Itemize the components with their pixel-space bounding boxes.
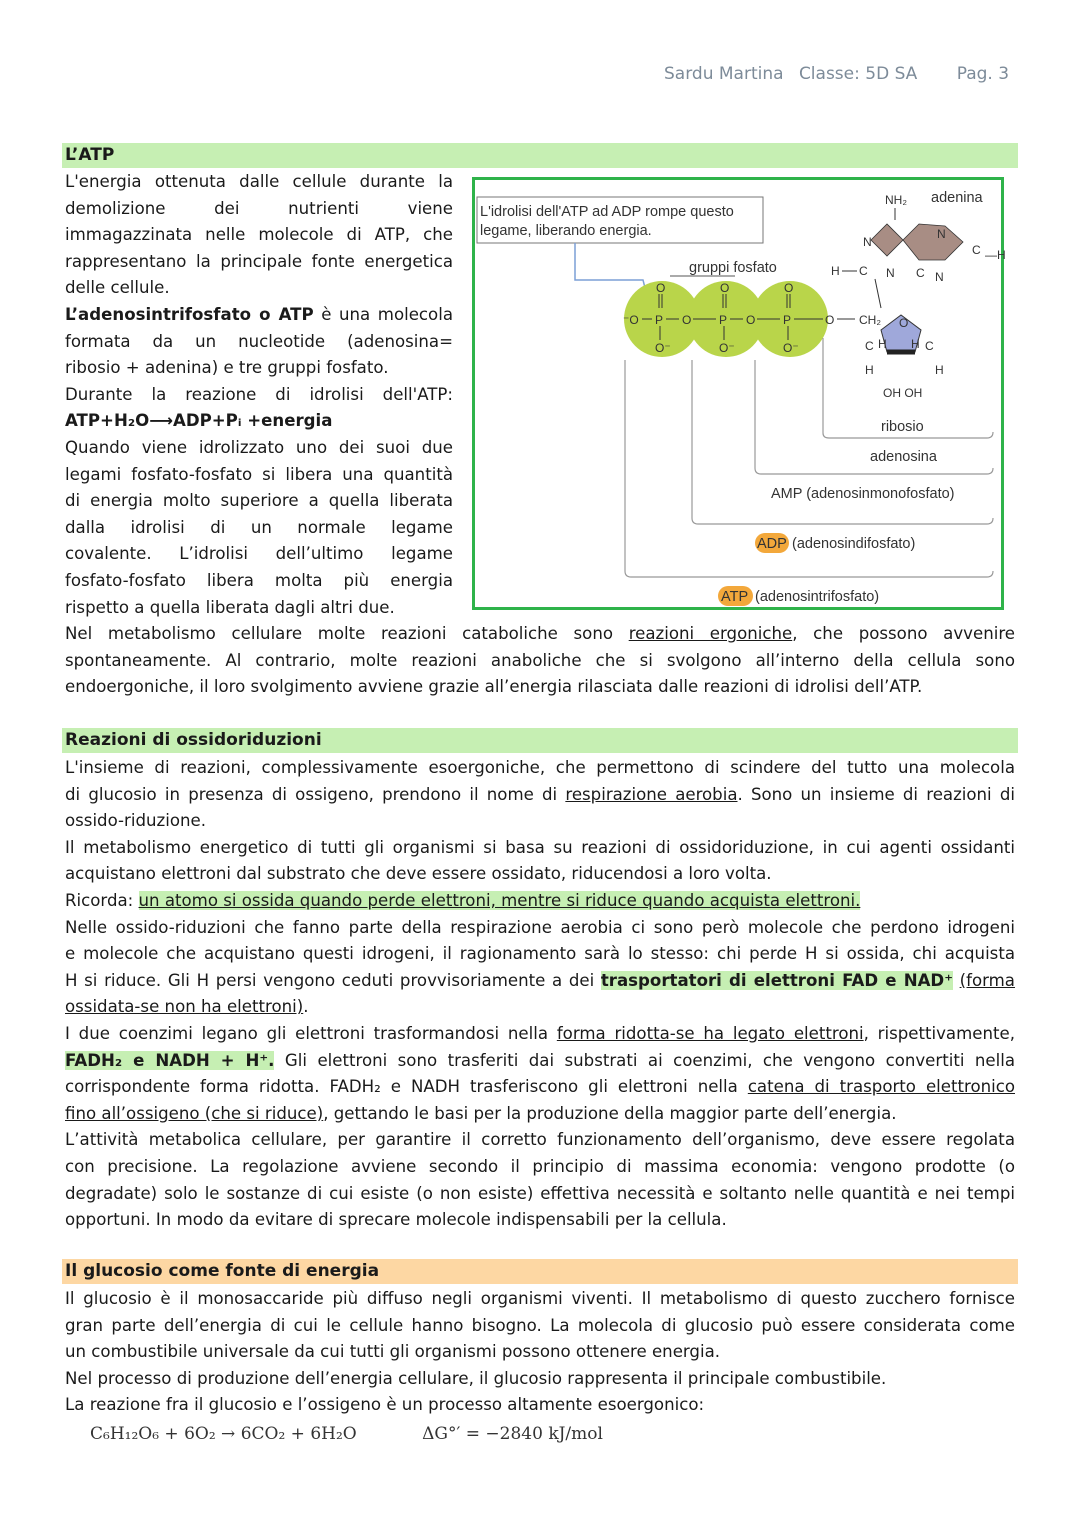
- svg-text:O: O: [899, 316, 909, 330]
- text-line: [65, 1021, 1015, 1048]
- text-line: Il metabolismo energetico di tutti gli organismi si basa su reazioni di ossidoriduzione, in cui agenti ossidanti: [65, 837, 1015, 857]
- svg-text:C: C: [865, 339, 874, 353]
- svg-text:N: N: [863, 235, 872, 249]
- svg-text:O⁻: O⁻: [783, 341, 799, 355]
- text-line: di energia molto superiore a quella liberata: [65, 491, 453, 511]
- text-run: .: [303, 997, 309, 1017]
- atp-tag: ATP: [721, 589, 749, 605]
- text-line: Quando viene idrolizzato uno dei suoi due: [65, 437, 453, 457]
- free-energy-value: ΔG°′ = −2840 kJ/mol: [422, 1424, 603, 1444]
- text-line: spontaneamente. Al contrario, molte reazioni anaboliche che si svolgono all’interno della cellula sono: [65, 650, 1015, 670]
- atp-label: (adenosintrifosfato): [755, 589, 880, 605]
- adp-label: (adenosindifosfato): [792, 536, 916, 552]
- svg-text:O: O: [784, 281, 794, 295]
- atp-structure-figure: [472, 177, 1004, 610]
- svg-text:O: O: [746, 313, 756, 327]
- text-line: L'insieme di reazioni, complessivamente esoergoniche, che permettono di scindere del tutto una molecola: [65, 758, 1015, 777]
- text-run: , gettando le basi per la produzione della maggior parte dell’energia.: [323, 1103, 897, 1123]
- svg-text:H: H: [878, 337, 887, 351]
- text-line: covalente. L’idrolisi dell’ultimo legame: [65, 544, 453, 564]
- text-line: opportuni. In modo da evitare di sprecare molecole indispensabili per la cellula.: [65, 1210, 727, 1230]
- callout-text-2: legame, liberando energia.: [480, 223, 652, 239]
- ergonic-term: reazioni ergoniche: [628, 624, 793, 643]
- definition-term: L’adenosintrifosfato o ATP: [65, 304, 314, 324]
- class-label: Classe: 5D SA: [798, 64, 918, 84]
- text-line: Nel processo di produzione dell’energia cellulare, il glucosio rappresenta il principale combustibile.: [65, 1368, 887, 1388]
- amp-label: AMP (adenosinmonofosfato): [771, 486, 955, 502]
- text-line: [65, 621, 1015, 648]
- text-line: legami fosfato-fosfato si libera una quantità: [65, 464, 453, 484]
- redox-body: [65, 755, 1015, 1234]
- oxidized-form-term-cont: ossidata-se non ha elettroni): [65, 997, 304, 1017]
- text-line: [65, 1074, 1015, 1101]
- atp-closing-paragraph: [65, 621, 1015, 701]
- svg-text:H: H: [911, 337, 920, 351]
- svg-text:O: O: [825, 313, 835, 327]
- text-line: La reazione fra il glucosio e l’ossigeno è un processo altamente esoergonico:: [65, 1395, 705, 1415]
- phosphates-label: gruppi fosfato: [689, 260, 777, 276]
- text-line: e molecole che acquistano questi idrogeni, il ragionamento sarà lo stesso: chi perde H si ossida, chi acquista: [65, 944, 1015, 964]
- atp-intro: [65, 169, 453, 621]
- coenzymes-highlight: FADH₂ e NADH + H⁺.: [65, 1050, 275, 1070]
- text-line: delle cellule.: [65, 278, 170, 298]
- text-line: L’attività metabolica cellulare, per garantire il corretto funzionamento dell’organismo, deve essere regolata: [65, 1130, 1015, 1150]
- text-line: Il glucosio è il monosaccaride più diffuso negli organismi viventi. Il metabolismo di questo zucchero fornisce: [65, 1289, 1015, 1308]
- adenosine-label: adenosina: [870, 449, 937, 465]
- text-line: ossido-riduzione.: [65, 811, 206, 831]
- text-line: L'energia ottenuta dalle cellule durante la: [65, 172, 453, 191]
- section-title-atp: L’ATP: [62, 143, 1018, 168]
- text-run: Gli elettroni sono trasferiti dai substrati ai coenzimi, che vengono convertiti nella: [274, 1050, 1015, 1070]
- oxidized-form-term: (forma: [959, 970, 1015, 990]
- svg-text:O⁻: O⁻: [719, 341, 735, 355]
- svg-text:C: C: [916, 266, 925, 280]
- text-line: ribosio + adenina) e tre gruppi fosfato.: [65, 358, 389, 378]
- text-line: dalla idrolisi di un normale legame: [65, 517, 453, 537]
- page-number: Pag. 3: [956, 64, 1010, 84]
- page-header: [664, 64, 1009, 84]
- adenine-ring: [903, 224, 963, 260]
- text-run: corrispondente forma ridotta. FADH₂ e NADH trasferiscono gli elettroni nella: [65, 1077, 748, 1097]
- reaction-equation: C₆H₁₂O₆ + 6O₂ → 6CO₂ + 6H₂O: [90, 1424, 357, 1444]
- svg-text:C: C: [859, 264, 868, 278]
- section-title-glucose: Il glucosio come fonte di energia: [62, 1259, 1018, 1284]
- text-line: immagazzinata nelle molecole di ATP, che: [65, 225, 453, 245]
- text-run: Nel metabolismo cellulare molte reazioni cataboliche sono: [65, 624, 629, 643]
- text-line: rappresentano la principale fonte energetica: [65, 251, 453, 271]
- svg-text:N: N: [886, 266, 895, 280]
- nh2-label: NH₂: [885, 193, 907, 207]
- text-run: H si riduce. Gli H persi vengono ceduti provvisoriamente a dei: [65, 970, 601, 990]
- text-line: [65, 1048, 1015, 1075]
- text-line: [65, 994, 1015, 1021]
- text-line: endoergoniche, il loro svolgimento avviene grazie all’energia rilasciata dalle reazioni di idrolisi dell’ATP.: [65, 677, 923, 697]
- text-line: con precisione. La regolazione avviene secondo il principio di massima economia: vengono prodotte (o: [65, 1156, 1015, 1176]
- text-line: [65, 1101, 1015, 1128]
- svg-text:P: P: [719, 313, 728, 327]
- svg-text:O: O: [682, 313, 692, 327]
- text-run: I due coenzimi legano gli elettroni trasformandosi nella: [65, 1023, 557, 1043]
- text-run: . Sono un insieme di reazioni di: [737, 784, 1016, 804]
- glucose-body: [65, 1286, 1015, 1419]
- svg-text:O: O: [656, 281, 666, 295]
- text-line: degradate) solo le sostanze di cui esiste (o non esiste) effettiva necessità e soltanto nelle quantità e nei tempi: [65, 1183, 1015, 1203]
- svg-text:O: O: [720, 281, 730, 295]
- ribose-oh-groups: OH OH: [883, 386, 923, 400]
- text-line: [65, 782, 1015, 809]
- definition-rest: è una molecola: [313, 304, 453, 324]
- author-name: Sardu Martina: [664, 64, 784, 84]
- text-line: acquistano elettroni dal substrato che deve essere ossidato, riducendosi a loro volta.: [65, 864, 772, 884]
- svg-text:H: H: [935, 363, 944, 377]
- adenine-label: adenina: [931, 190, 983, 206]
- svg-text:H: H: [831, 264, 840, 278]
- text-line: fosfato-fosfato libera molta più energia: [65, 570, 453, 590]
- text-line: gran parte dell’energia di cui le cellule hanno bisogno. La molecola di glucosio può essere considerata come: [65, 1315, 1015, 1335]
- transport-chain-term: catena di trasporto elettronico: [747, 1077, 1015, 1097]
- svg-text:N: N: [937, 227, 946, 241]
- text-run: di glucosio in presenza di ossigeno, prendono il nome di: [65, 784, 566, 804]
- text-run: , rispettivamente,: [863, 1023, 1015, 1043]
- aerobic-respiration-term: respirazione aerobia: [565, 784, 738, 804]
- svg-text:P: P: [655, 313, 664, 327]
- svg-text:C: C: [972, 243, 981, 257]
- text-run: Ricorda:: [65, 890, 139, 910]
- text-line: Durante la reazione di idrolisi dell'ATP:: [65, 384, 453, 404]
- text-run: , che possono avvenire: [792, 624, 1015, 643]
- text-line: demolizione dei nutrienti viene: [65, 198, 453, 218]
- text-line: [65, 888, 1015, 915]
- svg-text:⁻O: ⁻O: [623, 313, 639, 327]
- text-line: rispetto a quella liberata dagli altri due.: [65, 597, 395, 617]
- text-line: Nelle ossido-riduzioni che fanno parte della respirazione aerobia ci sono però molecole che perdono idrogeni: [65, 917, 1015, 937]
- svg-text:H: H: [865, 363, 874, 377]
- carriers-highlight: trasportatori di elettroni FAD e NAD⁺: [600, 970, 953, 990]
- text-line: formata da un nucleotide (adenosina=: [65, 331, 453, 351]
- atp-reaction: ATP+H₂O⟶ADP+Pᵢ +energia: [65, 411, 333, 431]
- glucose-oxidation-formula: [90, 1424, 603, 1444]
- adp-tag: ADP: [757, 536, 787, 552]
- reduced-form-term: forma ridotta-se ha legato elettroni: [556, 1023, 864, 1043]
- oxygen-term: fino all’ossigeno (che si riduce): [65, 1103, 324, 1123]
- text-line: [65, 968, 1015, 995]
- section-title-redox: Reazioni di ossidoriduzioni: [62, 728, 1018, 753]
- ribose-label: ribosio: [881, 419, 924, 435]
- text-line: un combustibile universale da cui tutti gli organismi possono ottenere energia.: [65, 1342, 721, 1362]
- atp-diagram: [475, 180, 1007, 613]
- reminder-highlight: un atomo si ossida quando perde elettroni, mentre si riduce quando acquista elettroni.: [138, 890, 861, 910]
- svg-text:CH₂: CH₂: [859, 313, 881, 327]
- callout-text-1: L'idrolisi dell'ATP ad ADP rompe questo: [480, 204, 734, 220]
- svg-text:P: P: [783, 313, 792, 327]
- atp-definition: [65, 302, 453, 329]
- svg-text:O⁻: O⁻: [655, 341, 671, 355]
- svg-text:—H: —H: [985, 248, 1006, 262]
- svg-text:N: N: [935, 270, 944, 284]
- svg-text:C: C: [925, 339, 934, 353]
